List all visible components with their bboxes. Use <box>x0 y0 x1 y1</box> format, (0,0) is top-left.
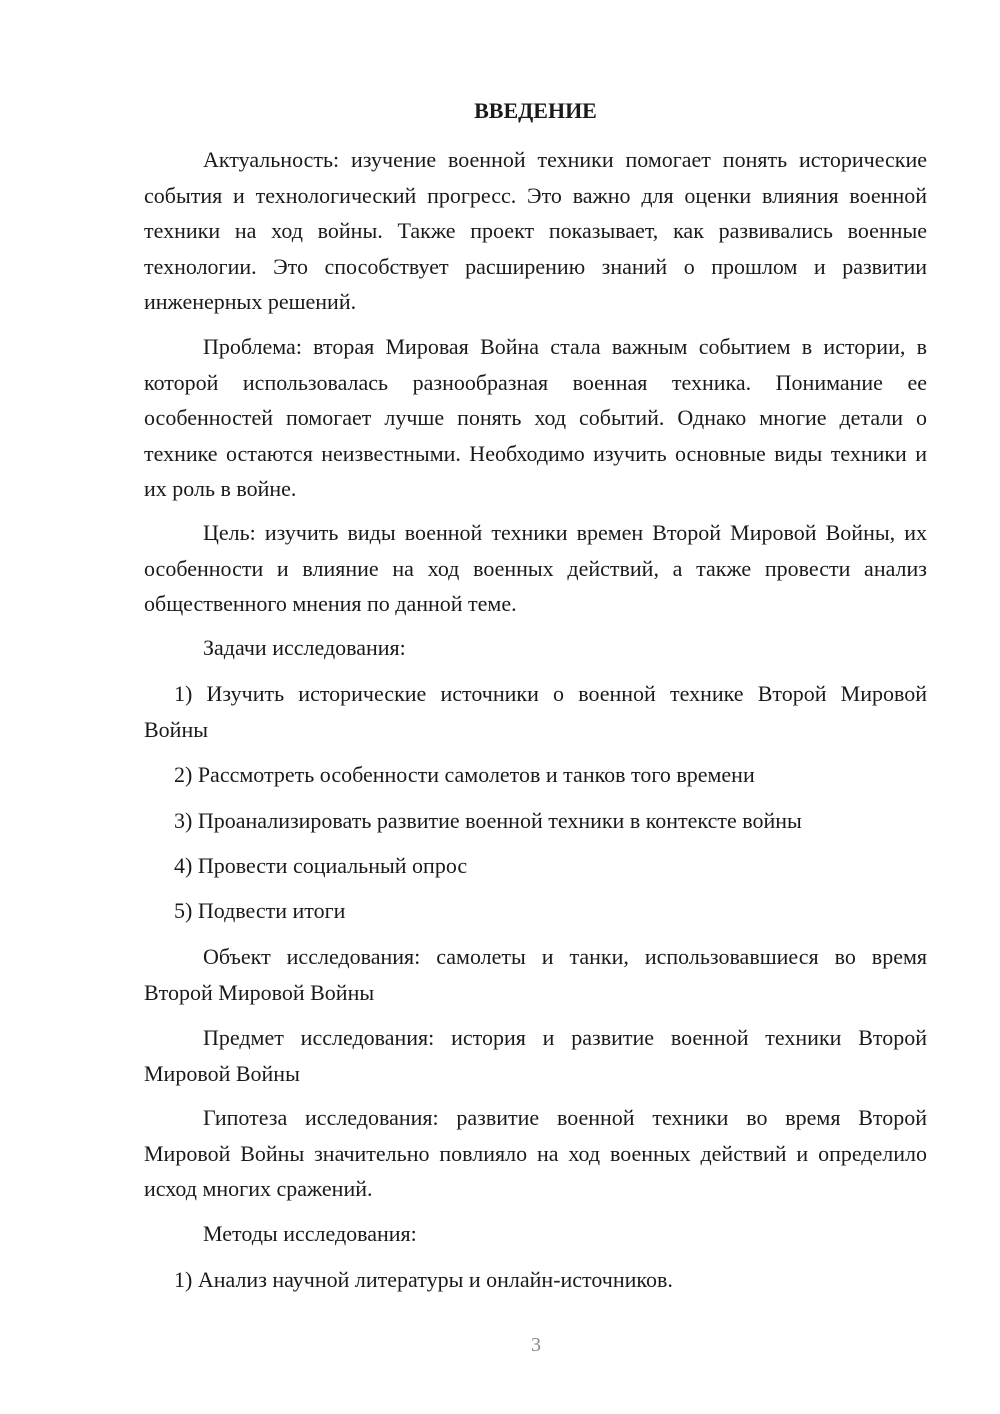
methods-title-section <box>144 1216 927 1252</box>
task-item-1: 1) Изучить исторические источники о военной технике Второй Мировой Войны <box>144 681 927 742</box>
object-paragraph: Объект исследования: самолеты и танки, использовавшиеся во время Второй Мировой Войны <box>144 944 927 1005</box>
hypothesis-section <box>144 1100 927 1207</box>
problem-paragraph: Проблема: вторая Мировая Война стала важным событием в истории, в которой использовалась разнообразная военная техника. Понимание ее особенностей помогает лучше понять ход событий. Однако многие детали о технике остаются неизвестными. Необходимо изучить основные виды техники и их роль в войне. <box>144 334 927 501</box>
page-title: ВВЕДЕНИЕ <box>474 98 597 123</box>
goal-paragraph: Цель: изучить виды военной техники времен Второй Мировой Войны, их особенности и влияние на ход военных действий, а также провести анализ общественного мнения по данной теме. <box>144 520 927 616</box>
goal-section <box>144 515 927 622</box>
hypothesis-paragraph: Гипотеза исследования: развитие военной техники во время Второй Мировой Войны значительно повлияло на ход военных действий и определило исход многих сражений. <box>144 1105 927 1201</box>
task-item-4: 4) Провести социальный опрос <box>174 853 468 878</box>
task-item-4-section <box>144 848 927 884</box>
page-number: 3 <box>531 1334 541 1356</box>
task-item-5: 5) Подвести итоги <box>174 898 346 923</box>
object-section <box>144 939 927 1010</box>
task-item-3: 3) Проанализировать развитие военной техники в контексте войны <box>174 808 802 833</box>
task-item-2: 2) Рассмотреть особенности самолетов и танков того времени <box>174 762 755 787</box>
task-item-3-section <box>144 803 927 839</box>
relevance-section <box>144 142 927 320</box>
tasks-title: Задачи исследования: <box>203 635 406 660</box>
tasks-title-section <box>144 630 927 666</box>
subject-section <box>144 1020 927 1091</box>
task-item-1-section <box>144 676 927 747</box>
task-item-2-section <box>144 757 927 793</box>
method-item-1-section <box>144 1262 927 1298</box>
methods-title: Методы исследования: <box>203 1221 417 1246</box>
subject-paragraph: Предмет исследования: история и развитие военной техники Второй Мировой Войны <box>144 1025 927 1086</box>
method-item-1: 1) Анализ научной литературы и онлайн-источников. <box>174 1267 673 1292</box>
problem-section <box>144 329 927 507</box>
task-item-5-section <box>144 893 927 929</box>
relevance-paragraph: Актуальность: изучение военной техники помогает понять исторические события и технологический прогресс. Это важно для оценки влияния военной техники на ход войны. Также проект показывает, как развивались военные технологии. Это способствует расширению знаний о прошлом и развитии инженерных решений. <box>144 147 927 314</box>
